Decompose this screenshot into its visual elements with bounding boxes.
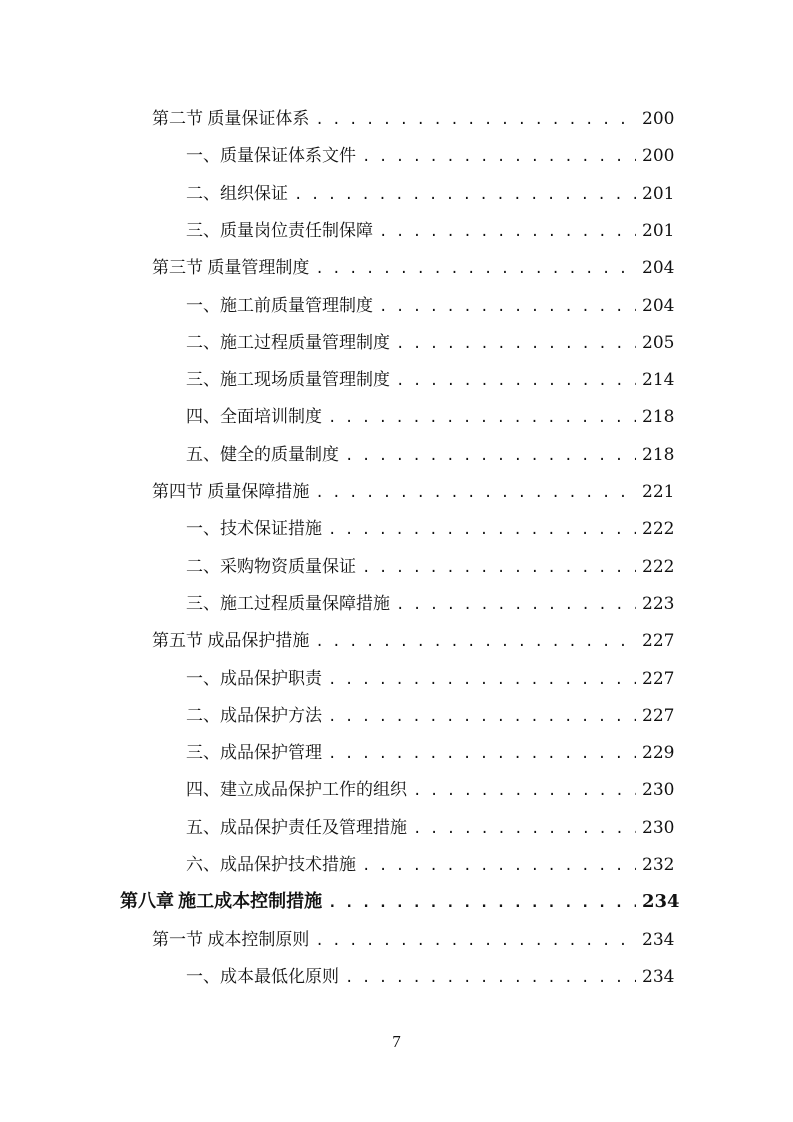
toc-dot-leader (413, 814, 636, 844)
toc-entry-number: 第五节 (152, 631, 203, 652)
toc-entry-title: 健全的质量制度 (220, 444, 339, 465)
toc-dot-leader (328, 739, 636, 769)
toc-entry[interactable] (186, 216, 675, 246)
toc-entry-page: 229 (642, 743, 675, 764)
toc-dot-leader (328, 403, 636, 433)
toc-entry-number: 第一节 (152, 929, 203, 950)
toc-entry[interactable] (186, 440, 675, 470)
toc-entry-title: 成品保护方法 (220, 705, 322, 726)
toc-entry-title: 施工过程质量管理制度 (220, 332, 390, 353)
toc-dot-leader (328, 665, 636, 695)
toc-entry-page: 234 (642, 966, 675, 987)
toc-entry-page: 214 (642, 370, 675, 391)
toc-entry-number: 一、 (186, 146, 220, 167)
toc-dot-leader (315, 926, 636, 956)
toc-entry-title: 成品保护管理 (220, 743, 322, 764)
toc-dot-leader (396, 329, 636, 359)
toc-dot-leader (315, 105, 636, 135)
toc-dot-leader (315, 627, 636, 657)
toc-entry-number: 第四节 (152, 482, 203, 502)
toc-entry-title: 质量管理制度 (207, 258, 310, 279)
toc-entry-page: 201 (642, 220, 675, 241)
toc-entry[interactable] (186, 552, 675, 582)
toc-entry[interactable] (186, 179, 675, 209)
toc-entry-title: 组织保证 (220, 183, 288, 204)
toc-entry-number: 一、 (186, 519, 220, 540)
toc-entry-number: 四、 (186, 780, 220, 801)
toc-entry[interactable] (186, 738, 675, 768)
toc-entry-title: 采购物资质量保证 (220, 556, 356, 577)
toc-dot-leader (362, 851, 636, 881)
toc-entry[interactable] (186, 664, 675, 694)
toc-entry-title: 成本最低化原则 (220, 966, 339, 987)
toc-entry-page: 222 (642, 519, 675, 540)
toc-entry-page: 204 (642, 258, 675, 279)
toc-entry-page: 201 (642, 183, 675, 204)
toc-entry[interactable] (152, 925, 675, 955)
toc-entry-page: 205 (642, 332, 675, 353)
toc-entry-page: 223 (642, 593, 675, 614)
toc-dot-leader (413, 776, 636, 806)
toc-entry-title: 成品保护职责 (220, 668, 322, 689)
toc-entry[interactable] (120, 887, 680, 917)
toc-dot-leader (362, 142, 636, 172)
toc-entry-title: 质量岗位责任制保障 (220, 220, 373, 241)
toc-entry[interactable] (186, 365, 675, 395)
toc-entry-page: 227 (642, 668, 675, 689)
toc-entry[interactable] (186, 141, 675, 171)
toc-entry-title: 技术保证措施 (220, 519, 322, 540)
toc-entry-number: 四、 (186, 407, 220, 428)
toc-entry-number: 一、 (186, 966, 220, 987)
toc-entry-number: 二、 (186, 556, 220, 577)
toc-entry-title: 施工前质量管理制度 (220, 295, 373, 316)
toc-entry-title: 成品保护责任及管理措施 (220, 817, 407, 838)
toc-entry-page: 234 (642, 929, 675, 950)
toc-entry[interactable] (152, 253, 675, 283)
toc-entry-page: 221 (642, 482, 675, 502)
toc-entry-title: 质量保证体系文件 (220, 146, 356, 167)
toc-entry-number: 六、 (186, 855, 220, 875)
toc-entry-page: 200 (642, 109, 675, 129)
toc-entry[interactable] (186, 589, 675, 619)
toc-entry-number: 二、 (186, 332, 220, 353)
toc-entry[interactable] (186, 962, 675, 992)
toc-entry-title: 质量保证体系 (207, 109, 310, 129)
toc-entry-page: 222 (642, 556, 675, 577)
toc-entry-number: 一、 (186, 668, 220, 689)
toc-entry-number: 三、 (186, 370, 220, 391)
toc-entry-number: 第八章 (120, 891, 174, 913)
toc-entry-number: 第三节 (152, 258, 203, 279)
toc-entry-title: 施工现场质量管理制度 (220, 370, 390, 391)
toc-entry[interactable] (186, 701, 675, 731)
toc-entry[interactable] (186, 402, 675, 432)
toc-entry[interactable] (152, 104, 675, 134)
toc-entry-page: 230 (642, 780, 675, 801)
toc-entry[interactable] (186, 813, 675, 843)
toc-entry-page: 227 (642, 631, 675, 652)
toc-entry-number: 五、 (186, 444, 220, 465)
toc-entry-page: 234 (642, 891, 680, 913)
toc-entry-title: 施工过程质量保障措施 (220, 593, 390, 614)
toc-dot-leader (315, 254, 636, 284)
toc-dot-leader (345, 963, 636, 993)
toc-entry-page: 218 (642, 407, 675, 428)
toc-entry-number: 三、 (186, 593, 220, 614)
toc-entry-title: 成本控制原则 (207, 929, 310, 950)
toc-entry[interactable] (186, 514, 675, 544)
toc-entry-number: 第二节 (152, 109, 203, 129)
toc-entry[interactable] (152, 626, 675, 656)
toc-entry-page: 204 (642, 295, 675, 316)
toc-entry-title: 全面培训制度 (220, 407, 322, 428)
toc-dot-leader (396, 366, 636, 396)
toc-entry-page: 218 (642, 444, 675, 465)
toc-entry[interactable] (152, 477, 675, 507)
toc-dot-leader (315, 478, 636, 508)
toc-entry[interactable] (186, 775, 675, 805)
toc-entry-page: 230 (642, 817, 675, 838)
toc-entry-page: 227 (642, 705, 675, 726)
toc-dot-leader (328, 515, 636, 545)
toc-dot-leader (379, 217, 636, 247)
toc-dot-leader (328, 702, 636, 732)
toc-dot-leader (294, 180, 636, 210)
toc-entry-number: 一、 (186, 295, 220, 316)
toc-entry-number: 二、 (186, 183, 220, 204)
toc-dot-leader (345, 441, 636, 471)
toc-entry[interactable] (186, 850, 675, 880)
toc-entry-number: 五、 (186, 817, 220, 838)
toc-entry-number: 三、 (186, 743, 220, 764)
toc-entry-title: 成品保护技术措施 (220, 855, 356, 875)
toc-dot-leader (396, 590, 636, 620)
toc-entry-number: 三、 (186, 220, 220, 241)
toc-entry-title: 建立成品保护工作的组织 (220, 780, 407, 801)
toc-dot-leader (379, 292, 636, 322)
toc-entry-page: 232 (642, 855, 675, 875)
toc-entry[interactable] (186, 328, 675, 358)
toc-entry[interactable] (186, 291, 675, 321)
toc-entry-title: 施工成本控制措施 (178, 891, 323, 913)
toc-dot-leader (362, 553, 636, 583)
toc-entry-title: 质量保障措施 (207, 482, 310, 502)
page-number: 7 (392, 1032, 401, 1051)
toc-entry-title: 成品保护措施 (207, 631, 310, 652)
toc-dot-leader (328, 888, 636, 918)
toc-entry-page: 200 (642, 146, 675, 167)
toc-entry-number: 二、 (186, 705, 220, 726)
